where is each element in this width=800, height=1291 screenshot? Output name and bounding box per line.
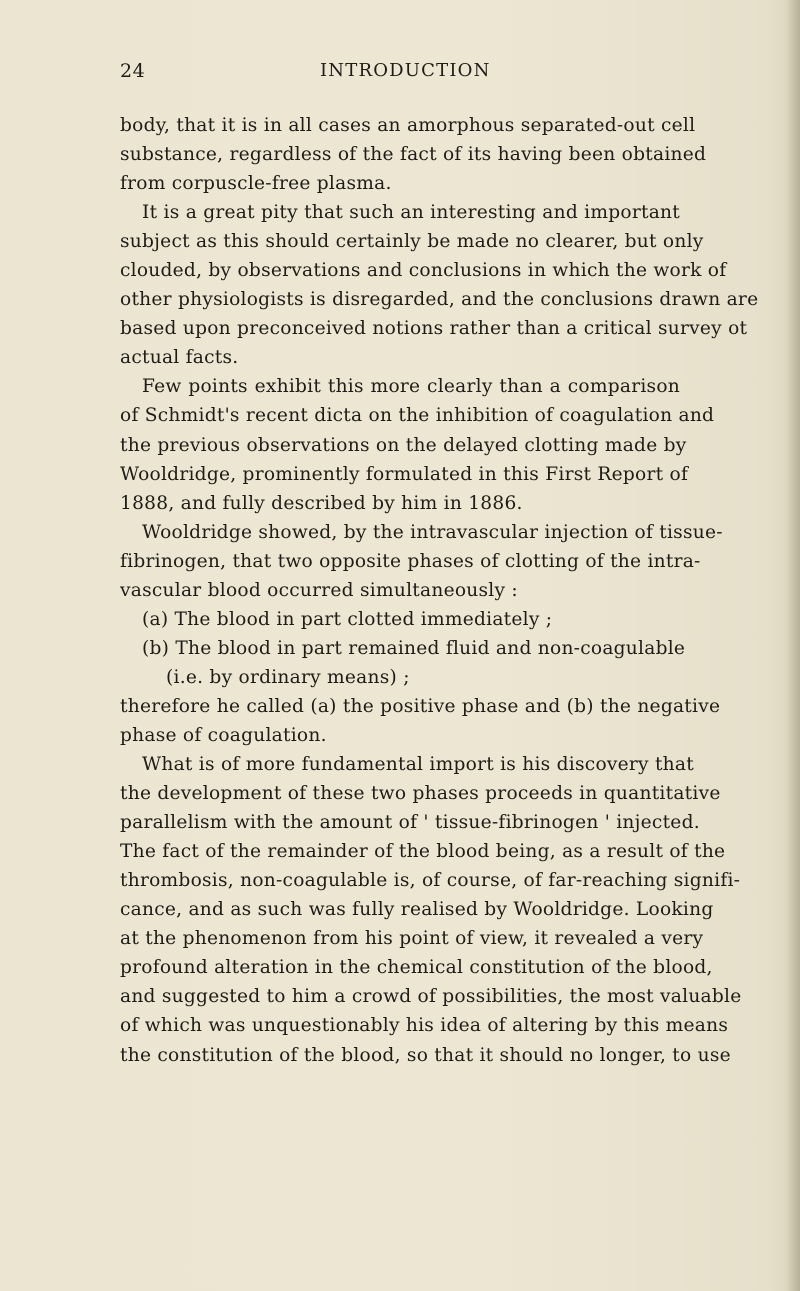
text-line: parallelism with the amount of ' tissue-fibrinogen ' injected. bbox=[120, 812, 700, 834]
text-line: actual facts. bbox=[120, 347, 239, 369]
text-line: The fact of the remainder of the blood being, as a result of the bbox=[120, 841, 726, 863]
list-item-b-continuation: (i.e. by ordinary means) ; bbox=[166, 666, 410, 688]
text-line: based upon preconceived notions rather than a critical survey ot bbox=[120, 318, 748, 340]
text-line: phase of coagulation. bbox=[120, 724, 327, 746]
text-line: the development of these two phases proceeds in quantitative bbox=[120, 783, 721, 805]
text-line: subject as this should certainly be made no clearer, but only bbox=[120, 231, 704, 253]
text-line: of Schmidt's recent dicta on the inhibition of coagulation and bbox=[120, 405, 715, 427]
paragraph-start-line: It is a great pity that such an interesting and important bbox=[142, 202, 680, 224]
text-line: the constitution of the blood, so that it should no longer, to use bbox=[120, 1044, 731, 1066]
text-line: substance, regardless of the fact of its having been obtained bbox=[120, 144, 707, 166]
text-line: Wooldridge, prominently formulated in this First Report of bbox=[120, 463, 689, 485]
list-item-b: (b) The blood in part remained fluid and non-coagulable bbox=[142, 637, 686, 659]
text-line: clouded, by observations and conclusions in which the work of bbox=[120, 260, 727, 282]
text-line: the previous observations on the delayed clotting made by bbox=[120, 434, 687, 456]
text-line: cance, and as such was fully realised by Wooldridge. Looking bbox=[120, 899, 714, 921]
text-line: profound alteration in the chemical constitution of the blood, bbox=[120, 957, 713, 979]
text-line: other physiologists is disregarded, and the conclusions drawn are bbox=[120, 289, 759, 311]
text-line: fibrinogen, that two opposite phases of clotting of the intra- bbox=[120, 550, 701, 572]
paragraph-start-line: Few points exhibit this more clearly than a comparison bbox=[142, 376, 680, 398]
list-item-a: (a) The blood in part clotted immediately ; bbox=[142, 608, 553, 630]
text-line: 1888, and fully described by him in 1886. bbox=[120, 492, 523, 514]
text-line: at the phenomenon from his point of view, it revealed a very bbox=[120, 928, 704, 950]
page-number: 24 bbox=[120, 60, 146, 82]
text-line: from corpuscle-free plasma. bbox=[120, 173, 392, 195]
text-line: body, that it is in all cases an amorphous separated-out cell bbox=[120, 115, 696, 136]
text-line: and suggested to him a crowd of possibilities, the most valuable bbox=[120, 986, 742, 1008]
paragraph-start-line: Wooldridge showed, by the intravascular injection of tissue- bbox=[142, 521, 723, 543]
running-head bbox=[120, 60, 680, 88]
text-line: vascular blood occurred simultaneously : bbox=[120, 579, 518, 601]
body-text bbox=[120, 111, 759, 1070]
text-line: therefore he called (a) the positive phase and (b) the negative bbox=[120, 695, 721, 717]
page-edge-shadow bbox=[786, 0, 800, 1291]
paragraph-start-line: What is of more fundamental import is his discovery that bbox=[142, 754, 694, 776]
text-line: thrombosis, non-coagulable is, of course, of far-reaching signifi- bbox=[120, 870, 741, 892]
running-title: INTRODUCTION bbox=[320, 60, 491, 81]
text-line: of which was unquestionably his idea of altering by this means bbox=[120, 1015, 729, 1037]
